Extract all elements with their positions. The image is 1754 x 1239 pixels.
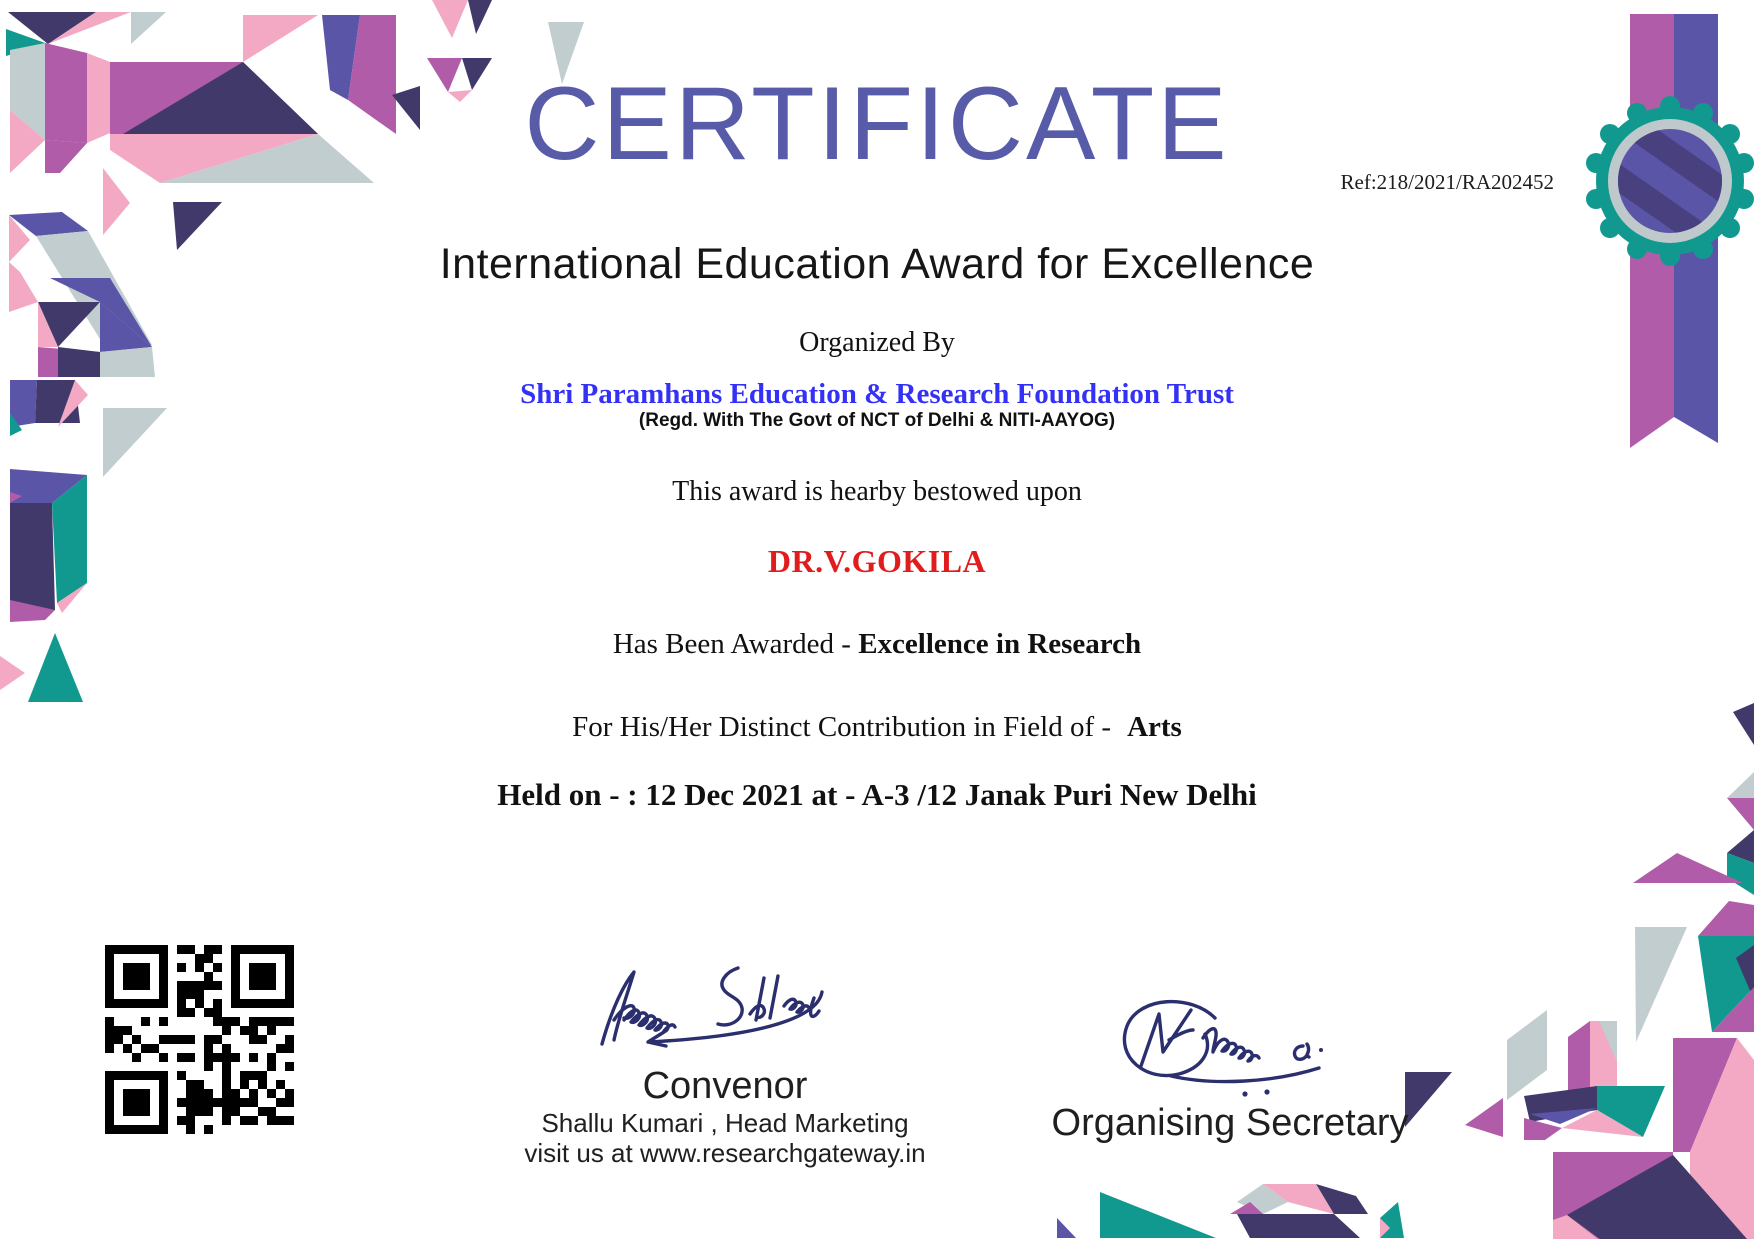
awarded-prefix: Has Been Awarded -	[612, 628, 859, 660]
field-line	[0, 711, 1754, 744]
award-heading: International Education Award for Excellence	[439, 240, 1315, 288]
convenor-title: Convenor	[642, 1065, 808, 1107]
field-value: Arts	[1127, 711, 1182, 743]
qr-code	[105, 945, 294, 1134]
secretary-title: Organising Secretary	[1051, 1102, 1409, 1144]
convenor-name-line: Shallu Kumari , Head Marketing	[541, 1107, 909, 1138]
convenor-website-line: visit us at www.researchgateway.in	[524, 1138, 926, 1169]
secretary-signature-block	[1000, 988, 1460, 1145]
bottom-strip-decoration	[1057, 1184, 1404, 1238]
awarded-title: Excellence in Research	[858, 628, 1142, 660]
convenor-signature-block	[470, 958, 980, 1169]
certificate-title: CERTIFICATE	[524, 66, 1230, 182]
recipient-name: DR.V.GOKILA	[767, 543, 987, 579]
registration-line: (Regd. With The Govt of NCT of Delhi & NITI-AAYOG)	[638, 410, 1116, 431]
convenor-signature	[588, 958, 862, 1066]
awarded-line	[0, 628, 1754, 661]
event-line: Held on - : 12 Dec 2021 at - A-3 /12 Janak Puri New Delhi	[497, 777, 1257, 812]
field-prefix: For His/Her Distinct Contribution in Field of -	[572, 711, 1112, 743]
organization-name: Shri Paramhans Education & Research Foundation Trust	[520, 378, 1234, 410]
bestowed-line: This award is hearby bestowed upon	[672, 476, 1082, 507]
secretary-signature	[1095, 988, 1365, 1103]
ref-number: Ref:218/2021/RA202452	[1340, 170, 1554, 194]
organized-by-label: Organized By	[799, 327, 955, 358]
